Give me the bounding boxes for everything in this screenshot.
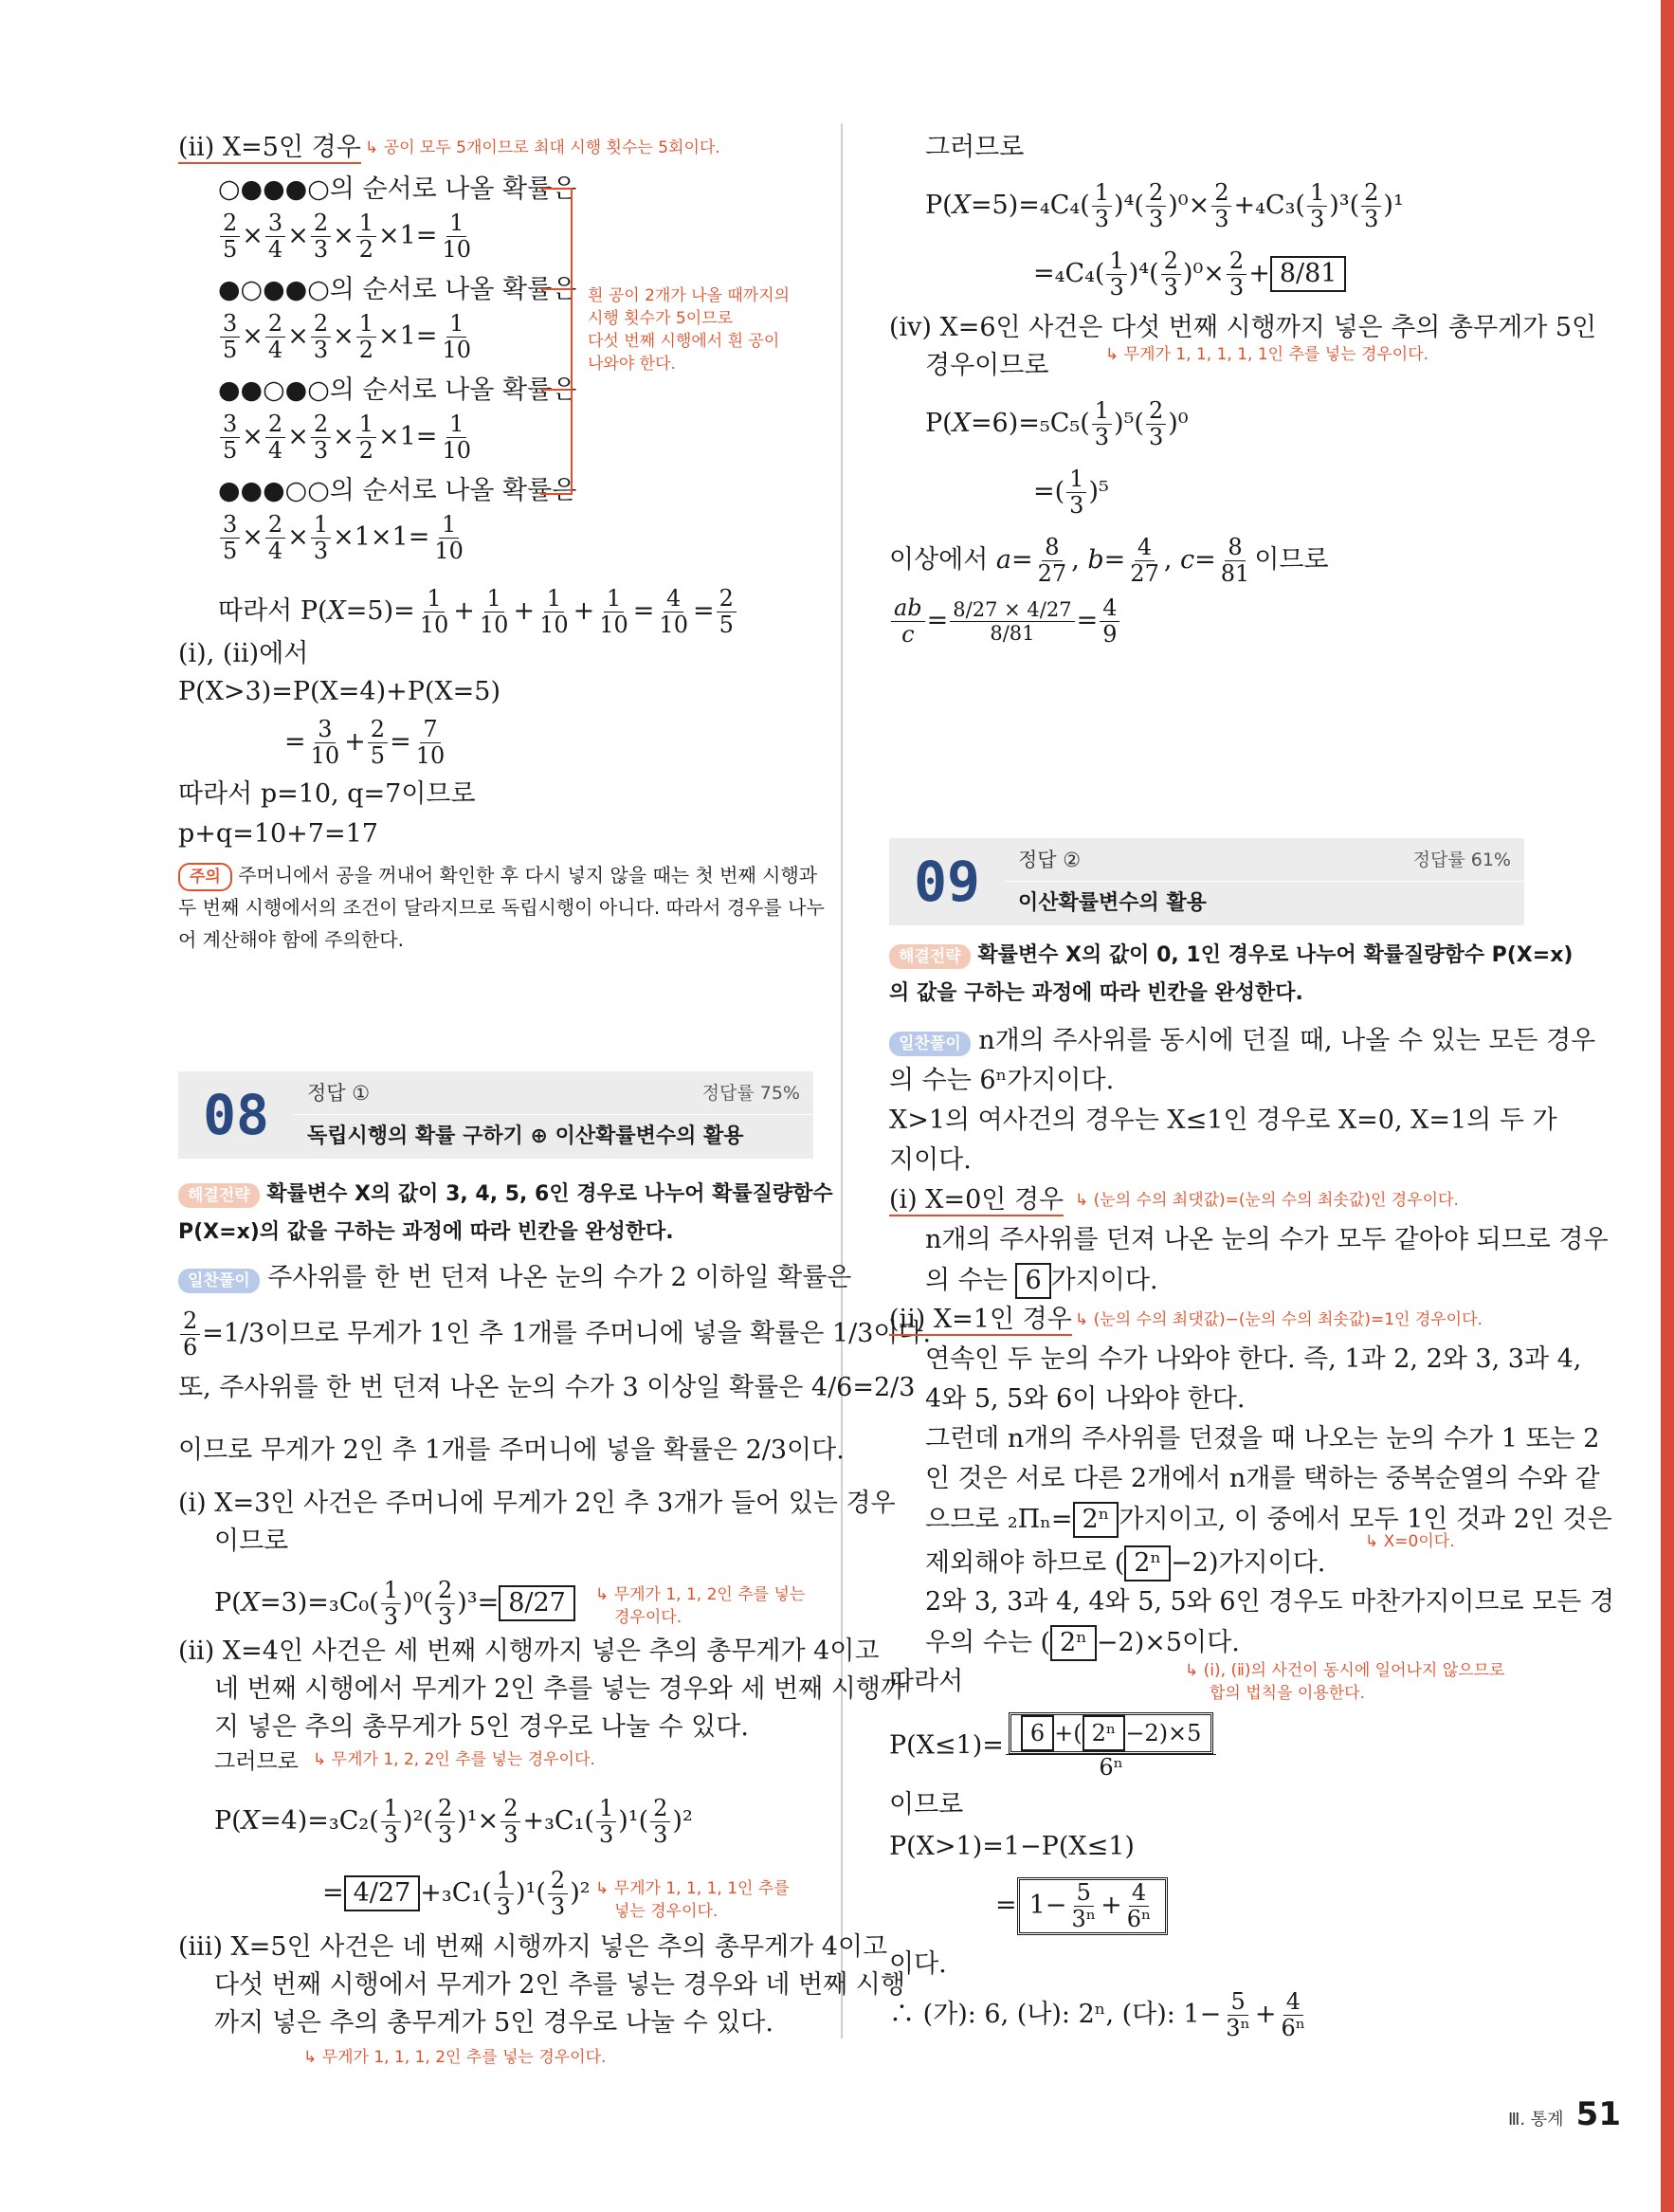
- q09-case-ii-h: 우의 수는 ( 2ⁿ −2)×5이다.: [925, 1625, 1240, 1661]
- caution-badge: 주의: [178, 863, 232, 891]
- q09-case-ii-note: ↳ (눈의 수의 최댓값)−(눈의 수의 최솟값)=1인 경우이다.: [1075, 1310, 1483, 1329]
- q09-case-ii: (ⅱ) X=1인 경우: [889, 1305, 1072, 1334]
- answer-box: 4/27: [344, 1875, 421, 1911]
- caution-block: 주의 주머니에서 공을 꺼내어 확인한 후 다시 넣지 않을 때는 첫 번째 시행과 두 번째 시행에서의 조건이 달라지므로 독립시행이 아니다. 따라서 경우를 나누 어 계산해야 함에 주의한다.: [178, 864, 825, 951]
- solution-badge: 일찬풀이: [889, 1032, 971, 1056]
- answer-box: 2ⁿ: [1124, 1545, 1171, 1581]
- q08-p4b: = 4/27 +₃C₁( $\frac{1}{3}$ )¹( $\frac{2}{3}$ )²: [322, 1867, 591, 1920]
- q09-hence-note: ↳ (ⅰ), (ⅱ)의 사건이 동시에 일어나지 않으므로 합의 법칙을 이용한다.: [1185, 1661, 1505, 1703]
- q08-case2a: (ⅱ) X=4인 사건은 세 번째 시행까지 넣은 추의 총무게가 4이고: [178, 1636, 880, 1666]
- q09-title: 이산확률변수의 활용: [1018, 891, 1207, 915]
- side-note: 흰 공이 2개가 나올 때까지의 시행 횟수가 5이므로 다섯 번째 시행에서 흰 공이 나와야 한다.: [588, 286, 791, 374]
- case-ii-heading: (ⅱ) X=5인 경우: [178, 133, 361, 162]
- p5-line-b: =₄C₄( $\frac{1}{3}$ )⁴( $\frac{2}{3}$ )⁰× $\frac{2}{3}$ + 8/81: [1033, 248, 1346, 301]
- q08-sol4: 이므로 무게가 2인 추 1개를 주머니에 넣을 확률은 2/3이다.: [178, 1435, 845, 1465]
- q09-answer: 정답 ②: [1018, 849, 1082, 871]
- q08-case1b: 이므로: [214, 1526, 289, 1556]
- q09-rate: 정답률 61%: [1412, 850, 1511, 870]
- case4a: (ⅳ) X=6인 사건은 다섯 번째 시행까지 넣은 추의 총무게가 5인: [889, 313, 1597, 342]
- page-footer: [1508, 2095, 1621, 2133]
- thus-line: 이상에서 a= $\frac{8}{27}$ , b= $\frac{4}{27}$ , c= $\frac{8}{81}$ 이므로: [889, 534, 1329, 587]
- answer-box: 8/27: [499, 1585, 575, 1621]
- page-edge-bar: [1661, 0, 1674, 2212]
- strategy-badge: 해결전략: [889, 944, 971, 969]
- q08-number: 08: [203, 1083, 269, 1147]
- bracket-connector: [540, 188, 573, 495]
- q08-rate: 정답률 75%: [701, 1083, 800, 1104]
- q08-strategy: 해결전략 확률변수 X의 값이 3, 4, 5, 6인 경우로 나누어 확률질량함수 P(X=x)의 값을 구하는 과정에 따라 빈칸을 완성한다.: [178, 1182, 833, 1244]
- q08-header: [178, 1071, 813, 1159]
- q09-sol1: 일찬풀이 n개의 주사위를 동시에 던질 때, 나올 수 있는 모든 경우: [889, 1024, 1595, 1058]
- q08-case2-note: ↳ 무게가 1, 2, 2인 추를 넣는 경우이다.: [313, 1750, 595, 1769]
- seq-expr-3: $\frac{3}{5}$ × $\frac{2}{4}$ × $\frac{2}{3}$ × $\frac{1}{2}$ ×1= $\frac{1}{10}$: [218, 411, 476, 464]
- q08-title: 독립시행의 확률 구하기 ⊕ 이산확률변수의 활용: [307, 1124, 744, 1148]
- q09-case-i-a: n개의 주사위를 던져 나온 눈의 수가 모두 같아야 되므로 경우: [925, 1225, 1609, 1254]
- case4b: 경우이므로: [925, 351, 1049, 380]
- q09-case-i: (ⅰ) X=0인 경우: [889, 1185, 1064, 1215]
- q09-sol3: X>1의 여사건의 경우는 X≤1인 경우로 X=0, X=1의 두 가: [889, 1106, 1557, 1135]
- p6-line-b: =( $\frac{1}{3}$ )⁵: [1033, 466, 1109, 519]
- q09-case-ii-b: 4와 5, 5와 6이 나와야 한다.: [925, 1384, 1246, 1414]
- bracket-connector: [540, 288, 573, 290]
- q09-hence: 따라서: [889, 1667, 964, 1696]
- seq-expr-2: $\frac{3}{5}$ × $\frac{2}{4}$ × $\frac{2}{3}$ × $\frac{1}{2}$ ×1= $\frac{1}{10}$: [218, 311, 476, 363]
- q08-case2b: 네 번째 시행에서 무게가 2인 추를 넣는 경우와 세 번째 시행까: [214, 1674, 905, 1704]
- q09-sol2: 의 수는 6ⁿ가지이다.: [889, 1066, 1115, 1095]
- q09-case-ii-g: 2와 3, 3과 4, 4와 5, 5와 6인 경우도 마찬가지이므로 모든 경: [925, 1587, 1615, 1617]
- p-gt3: P(X>3)=P(X=4)+P(X=5): [178, 677, 501, 706]
- therefore-line: 그러므로: [925, 133, 1025, 162]
- q08-case2d: 그러므로: [214, 1749, 299, 1774]
- q08-p3: P(X=3)=₃C₀( $\frac{1}{3}$ )⁰( $\frac{2}{3}$ )³= 8/27: [214, 1578, 575, 1630]
- bracket-connector: [540, 389, 573, 391]
- solution-badge: 일찬풀이: [178, 1269, 260, 1293]
- case-ii-note: ↳ 공이 모두 5개이므로 최대 시행 횟수는 5회이다.: [365, 138, 720, 157]
- q09-case-i-b: 의 수는 6 가지이다.: [925, 1263, 1158, 1299]
- pq-line: 따라서 p=10, q=7이므로: [178, 779, 476, 809]
- q08-case3c: 까지 넣은 추의 총무게가 5인 경우로 나눌 수 있다.: [214, 2008, 773, 2038]
- sum-line: 따라서 P(X=5)= $\frac{1}{10}$ + $\frac{1}{10}$ + $\frac{1}{10}$ + $\frac{1}{10}$ = $\frac{4}{10}$ = $\frac{2}{5}$: [218, 586, 738, 638]
- q09-x0-note: ↳ X=0이다.: [1365, 1532, 1455, 1551]
- q09-case-ii-a: 연속인 두 눈의 수가 나와야 한다. 즉, 1과 2, 2와 3, 3과 4,: [925, 1344, 1582, 1374]
- p-gt1-result: = 1− $\frac{5}{\text{3ⁿ}}$ + $\frac{4}{\text{6ⁿ}}$: [995, 1877, 1168, 1935]
- q09-final: ∴ (가): 6, (나): 2ⁿ, (다): 1− $\frac{5}{\text{3ⁿ}}$ + $\frac{4}{\text{6ⁿ}}$: [889, 1988, 1306, 2041]
- q09-case-ii-c: 그런데 n개의 주사위를 던졌을 때 나오는 눈의 수가 1 또는 2: [925, 1424, 1600, 1453]
- q09-case-ii-e: 으므로 ₂Πₙ= 2ⁿ 가지이고, 이 중에서 모두 1인 것과 2인 것은: [925, 1502, 1612, 1538]
- q08-case1: (ⅰ) X=3인 사건은 주머니에 무게가 2인 추 3개가 들어 있는 경우: [178, 1489, 896, 1518]
- q08-case3a: (ⅲ) X=5인 사건은 네 번째 시행까지 넣은 추의 총무게가 4이고: [178, 1932, 888, 1962]
- q08-sol3: 또, 주사위를 한 번 던져 나온 눈의 수가 3 이상일 확률은 4/6=2/3: [178, 1373, 916, 1402]
- q08-case2-note2: ↳ 무게가 1, 1, 1, 1인 추를 넣는 경우이다.: [595, 1879, 790, 1921]
- seq-label-1: ○●●●○의 순서로 나올 확률은: [218, 174, 577, 204]
- q09-case-ii-d: 인 것은 서로 다른 2개에서 n개를 택하는 중복순열의 수와 같: [925, 1464, 1600, 1493]
- page-number: 51: [1575, 2095, 1621, 2133]
- q09-case-ii-f: 제외해야 하므로 ( 2ⁿ −2)가지이다.: [925, 1545, 1325, 1581]
- q08-case3-note: ↳ 무게가 1, 1, 1, 2인 추를 넣는 경우이다.: [303, 2048, 607, 2067]
- answer-box: 8/81: [1270, 256, 1347, 292]
- q09-ida: 이다.: [889, 1949, 947, 1979]
- q09-case-i-note: ↳ (눈의 수의 최댓값)=(눈의 수의 최솟값)인 경우이다.: [1075, 1191, 1459, 1210]
- case4-note: ↳ 무게가 1, 1, 1, 1, 1인 추를 넣는 경우이다.: [1105, 345, 1429, 364]
- p6-line: P(X=6)=₅C₅( $\frac{1}{3}$ )⁵( $\frac{2}{3}$ )⁰: [925, 397, 1189, 450]
- pq-sum: p+q=10+7=17: [178, 819, 378, 849]
- seq-label-2: ●○●●○의 순서로 나올 확률은: [218, 275, 577, 304]
- seq-label-4: ●●●○○의 순서로 나올 확률은: [218, 476, 577, 505]
- seq-label-3: ●●○●○의 순서로 나올 확률은: [218, 375, 577, 405]
- p-gt3-result: = $\frac{3}{10}$ + $\frac{2}{5}$ = $\frac{7}{10}$: [284, 716, 446, 769]
- q08-case1-note: ↳ 무게가 1, 1, 2인 추를 넣는 경우이다.: [595, 1585, 806, 1627]
- q09-header: [889, 838, 1524, 925]
- abc-result: $\frac{ab}{c}$ = $\frac{8/27 \times 4/27}{8/81}$ = $\frac{4}{9}$: [889, 595, 1121, 648]
- q08-sol2: $\frac{2}{6}$ =1/3이므로 무게가 1인 추 1개를 주머니에 넣을 확률은 1/3이다.: [178, 1308, 931, 1361]
- p5-line: P(X=5)=₄C₄( $\frac{1}{3}$ )⁴( $\frac{2}{3}$ )⁰× $\frac{2}{3}$ +₄C₃( $\frac{1}{3}$ )³( $\frac{2}{3}$ )¹: [925, 179, 1404, 232]
- q09-number: 09: [914, 850, 980, 914]
- p-le1: P(X≤1)= $\frac{\text{6 +( 2ⁿ −2)×5}}{\text{6ⁿ}}$: [889, 1712, 1218, 1781]
- strategy-badge: 해결전략: [178, 1183, 260, 1208]
- p-gt1: P(X>1)=1−P(X≤1): [889, 1832, 1135, 1861]
- q08-sol1: 일찬풀이 주사위를 한 번 던져 나온 눈의 수가 2 이하일 확률은: [178, 1261, 851, 1295]
- q08-answer: 정답 ①: [307, 1082, 371, 1105]
- q09-strategy: 해결전략 확률변수 X의 값이 0, 1인 경우로 나누어 확률질량함수 P(X=x) 의 값을 구하는 과정에 따라 빈칸을 완성한다.: [889, 943, 1574, 1005]
- section-label: Ⅲ. 통계: [1507, 2110, 1564, 2130]
- q08-p4: P(X=4)=₃C₂( $\frac{1}{3}$ )²( $\frac{2}{3}$ )¹× $\frac{2}{3}$ +₃C₁( $\frac{1}{3}$ )¹( $\frac{2}{3}$ )²: [214, 1795, 693, 1848]
- q09-sol4: 지이다.: [889, 1145, 972, 1175]
- answer-box: 2ⁿ: [1050, 1625, 1097, 1661]
- column-divider: [841, 123, 843, 2038]
- answer-box: 6: [1015, 1263, 1050, 1299]
- from-line: (ⅰ), (ⅱ)에서: [178, 639, 309, 668]
- q08-case2c: 지 넣은 추의 총무게가 5인 경우로 나눌 수 있다.: [214, 1712, 749, 1742]
- q09-imeuro: 이므로: [889, 1790, 964, 1819]
- seq-expr-1: $\frac{2}{5}$ × $\frac{3}{4}$ × $\frac{2}{3}$ × $\frac{1}{2}$ ×1= $\frac{1}{10}$: [218, 210, 476, 263]
- seq-expr-4: $\frac{3}{5}$ × $\frac{2}{4}$ × $\frac{1}{3}$ ×1×1= $\frac{1}{10}$: [218, 512, 468, 564]
- q08-case3b: 다섯 번째 시행에서 무게가 2인 추를 넣는 경우와 네 번째 시행: [214, 1970, 905, 2000]
- answer-box: 2ⁿ: [1073, 1502, 1119, 1538]
